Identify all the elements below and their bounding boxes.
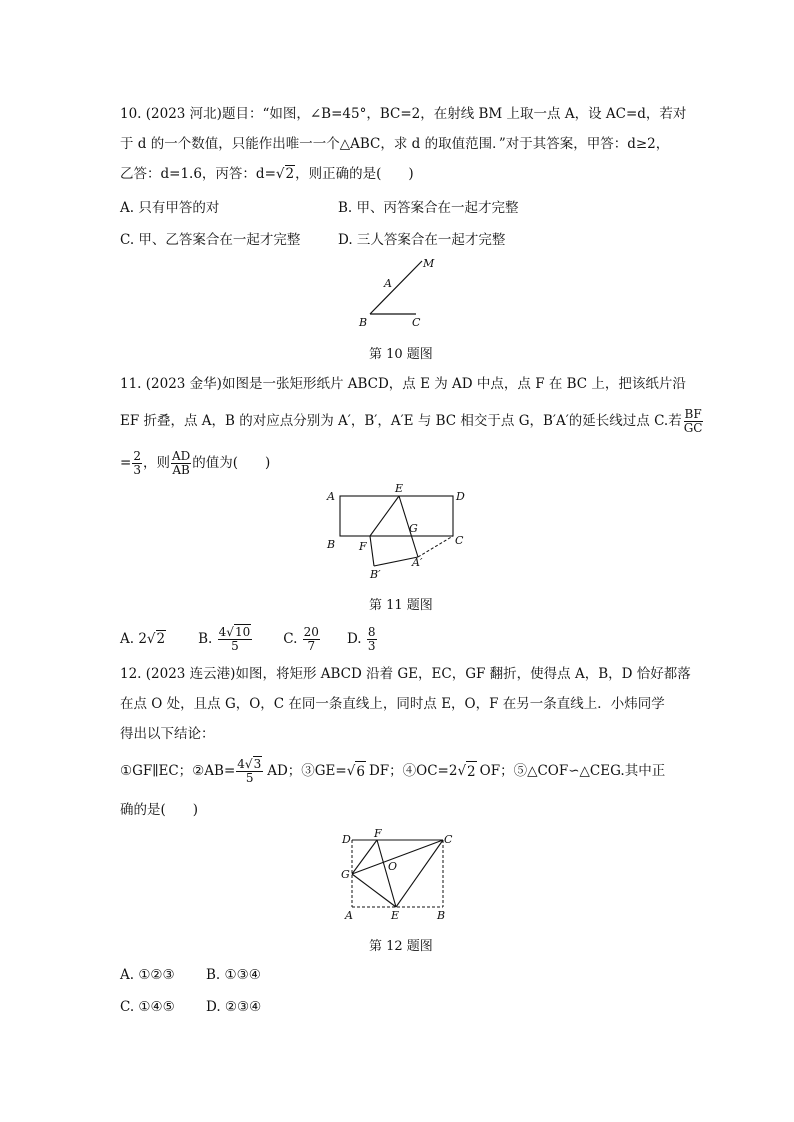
q12-option-b[interactable]: B. ①③④ [206, 967, 261, 983]
q10-line2: 于 d 的一个数值，只能作出唯一一个△ABC，求 d 的取值范围．”对于其答案，甲答：d≥2， [120, 136, 670, 152]
q10-line3-text-a: 乙答：d=1.6，丙答：d= [120, 166, 276, 182]
numerator-sqrt: 10 [234, 624, 251, 639]
fraction-numerator: 4√10 [218, 624, 251, 639]
q12-label-b: B [437, 909, 446, 922]
q12-line4-text-c: DF；④OC=2 [368, 763, 458, 779]
q12-line5: 确的是( ) [120, 802, 199, 818]
q11-label-e: E [395, 482, 404, 495]
q12-label-e: E [391, 909, 400, 922]
sqrt-symbol: √ [346, 763, 356, 779]
q12-line3: 得出以下结论： [120, 726, 215, 742]
fraction-denominator: GC [683, 420, 703, 435]
q12-segment-ec [396, 840, 443, 907]
q12-caption: 第 12 题图 [369, 939, 433, 954]
fraction-denominator: AB [172, 462, 190, 477]
q11-line3-text-b: ，则 [142, 455, 170, 471]
fraction-numerator: BF [684, 406, 702, 421]
q11-dashed-a2c [418, 536, 453, 557]
q12-line4 [120, 754, 665, 788]
q11-label-f: F [359, 540, 367, 553]
numerator-coeff: 4 [237, 756, 245, 771]
q11-label-a: A [327, 490, 335, 503]
q11-label-a-prime: A′ [412, 556, 423, 569]
option-a-sqrt: 2 [156, 631, 166, 647]
q11-segment-fb2 [370, 536, 374, 566]
q10-option-a[interactable]: A. 只有甲答的对 [120, 200, 220, 216]
q10-label-a: A [384, 277, 392, 290]
option-d-label: D. [346, 630, 362, 647]
q11-line2 [120, 404, 705, 438]
option-b-fraction [218, 626, 253, 653]
option-d-fraction [367, 626, 377, 653]
q11-label-g: G [409, 522, 418, 535]
q11-line1: 11. (2023 金华)如图是一张矩形纸片 ABCD，点 E 为 AD 中点，点 F 在 BC 上，把该纸片沿 [120, 376, 686, 392]
q10-line3 [120, 164, 414, 184]
q12-label-g: G [341, 868, 350, 881]
sqrt-symbol: √ [457, 763, 467, 779]
q10-line3-text-b: ，则正确的是( ) [295, 166, 414, 182]
q11-line3-text-c: 的值为( ) [192, 455, 271, 471]
q11-figure [322, 482, 472, 582]
q12-option-a[interactable]: A. ①②③ [120, 967, 175, 983]
q12-label-a: A [345, 909, 353, 922]
fraction-denominator: 3 [133, 462, 141, 477]
q11-rectangle-abcd [340, 496, 453, 536]
q12-label-d: D [342, 833, 351, 846]
q11-options [120, 622, 378, 656]
option-b-label: B. [198, 630, 213, 647]
q10-caption: 第 10 题图 [369, 347, 433, 362]
q10-line1: 10. (2023 河北)题目：“如图，∠B=45°，BC=2，在射线 BM 上取一点 A，设 AC=d，若对 [120, 106, 687, 122]
fraction-denominator: 3 [367, 638, 376, 653]
numerator-coeff: 4 [218, 624, 227, 639]
q10-label-c: C [412, 316, 421, 329]
q12-segment-fe [377, 840, 396, 907]
q11-option-a[interactable] [120, 629, 166, 649]
q11-line3 [120, 446, 270, 480]
q12-line4-sqrt1: 6 [355, 761, 366, 782]
option-c-label: C. [283, 630, 298, 647]
q10-option-d[interactable]: D. 三人答案合在一起才完整 [338, 232, 506, 248]
fraction-numerator: AD [171, 448, 191, 463]
fraction-numerator: 8 [367, 624, 376, 639]
q12-line4-text-a: ①GF∥EC；②AB= [120, 763, 236, 779]
fraction-numerator: 4√3 [237, 756, 262, 771]
q11-line3-equals: = [120, 455, 132, 471]
option-c-fraction [303, 626, 320, 653]
fraction-numerator: 2 [133, 448, 141, 463]
option-a-label: A. 2 [120, 631, 147, 647]
q12-line4-sqrt2: 2 [466, 761, 477, 782]
q12-line4-text-d: OF；⑤△COF∽△CEG.其中正 [479, 763, 666, 779]
q12-label-c: C [444, 833, 453, 846]
q11-label-b-prime: B′ [370, 568, 381, 581]
q12-label-f: F [374, 827, 382, 840]
q11-label-d: D [456, 490, 465, 503]
q11-caption: 第 11 题图 [369, 598, 433, 613]
fraction-denominator: 5 [231, 638, 239, 653]
q11-segment-ef [370, 496, 399, 536]
q11-fraction-ad-ab [171, 450, 191, 477]
q12-figure [336, 827, 466, 925]
q10-ray-bm [370, 261, 422, 314]
fraction-denominator: 7 [307, 638, 316, 653]
q11-fraction-bf-gc [683, 408, 704, 435]
sqrt-symbol: √ [275, 166, 285, 182]
q11-option-b[interactable] [198, 626, 253, 653]
q10-label-m: M [423, 257, 435, 270]
q11-option-d[interactable] [347, 626, 378, 653]
q10-option-c[interactable]: C. 甲、乙答案合在一起才完整 [120, 232, 301, 248]
q10-figure [356, 256, 446, 331]
q12-fraction-4sqrt3-5 [236, 758, 263, 785]
fraction-denominator: 5 [245, 770, 254, 785]
q10-option-b[interactable]: B. 甲、丙答案合在一起才完整 [338, 200, 519, 216]
q10-label-b: B [359, 316, 368, 329]
numerator-sqrt: 3 [253, 756, 262, 771]
q12-label-o: O [388, 860, 398, 873]
q12-line1: 12. (2023 连云港)如图，将矩形 ABCD 沿着 GE，EC，GF 翻折，使得点 A，B，D 恰好都落 [120, 666, 691, 682]
sqrt-symbol: √ [146, 631, 156, 647]
q12-option-c[interactable]: C. ①④⑤ [120, 999, 175, 1015]
q12-segment-ge [352, 874, 396, 907]
q11-line2-text: EF 折叠，点 A，B 的对应点分别为 A′，B′，A′E 与 BC 相交于点 G，B′A′的延长线过点 C.若 [120, 413, 682, 429]
q10-line3-sqrt: 2 [285, 166, 295, 182]
q12-option-d[interactable]: D. ②③④ [206, 999, 262, 1015]
fraction-numerator: 20 [303, 624, 319, 639]
q12-segment-gc [352, 840, 443, 874]
q12-line2: 在点 O 处，且点 G，O，C 在同一条直线上，同时点 E，O，F 在另一条直线上．小炜同学 [120, 696, 665, 712]
q11-label-c: C [455, 534, 464, 547]
q11-label-b: B [327, 538, 336, 551]
q12-line4-text-b: AD；③GE= [267, 763, 347, 779]
q11-option-c[interactable] [283, 626, 321, 653]
q11-fraction-2-3 [132, 450, 142, 477]
